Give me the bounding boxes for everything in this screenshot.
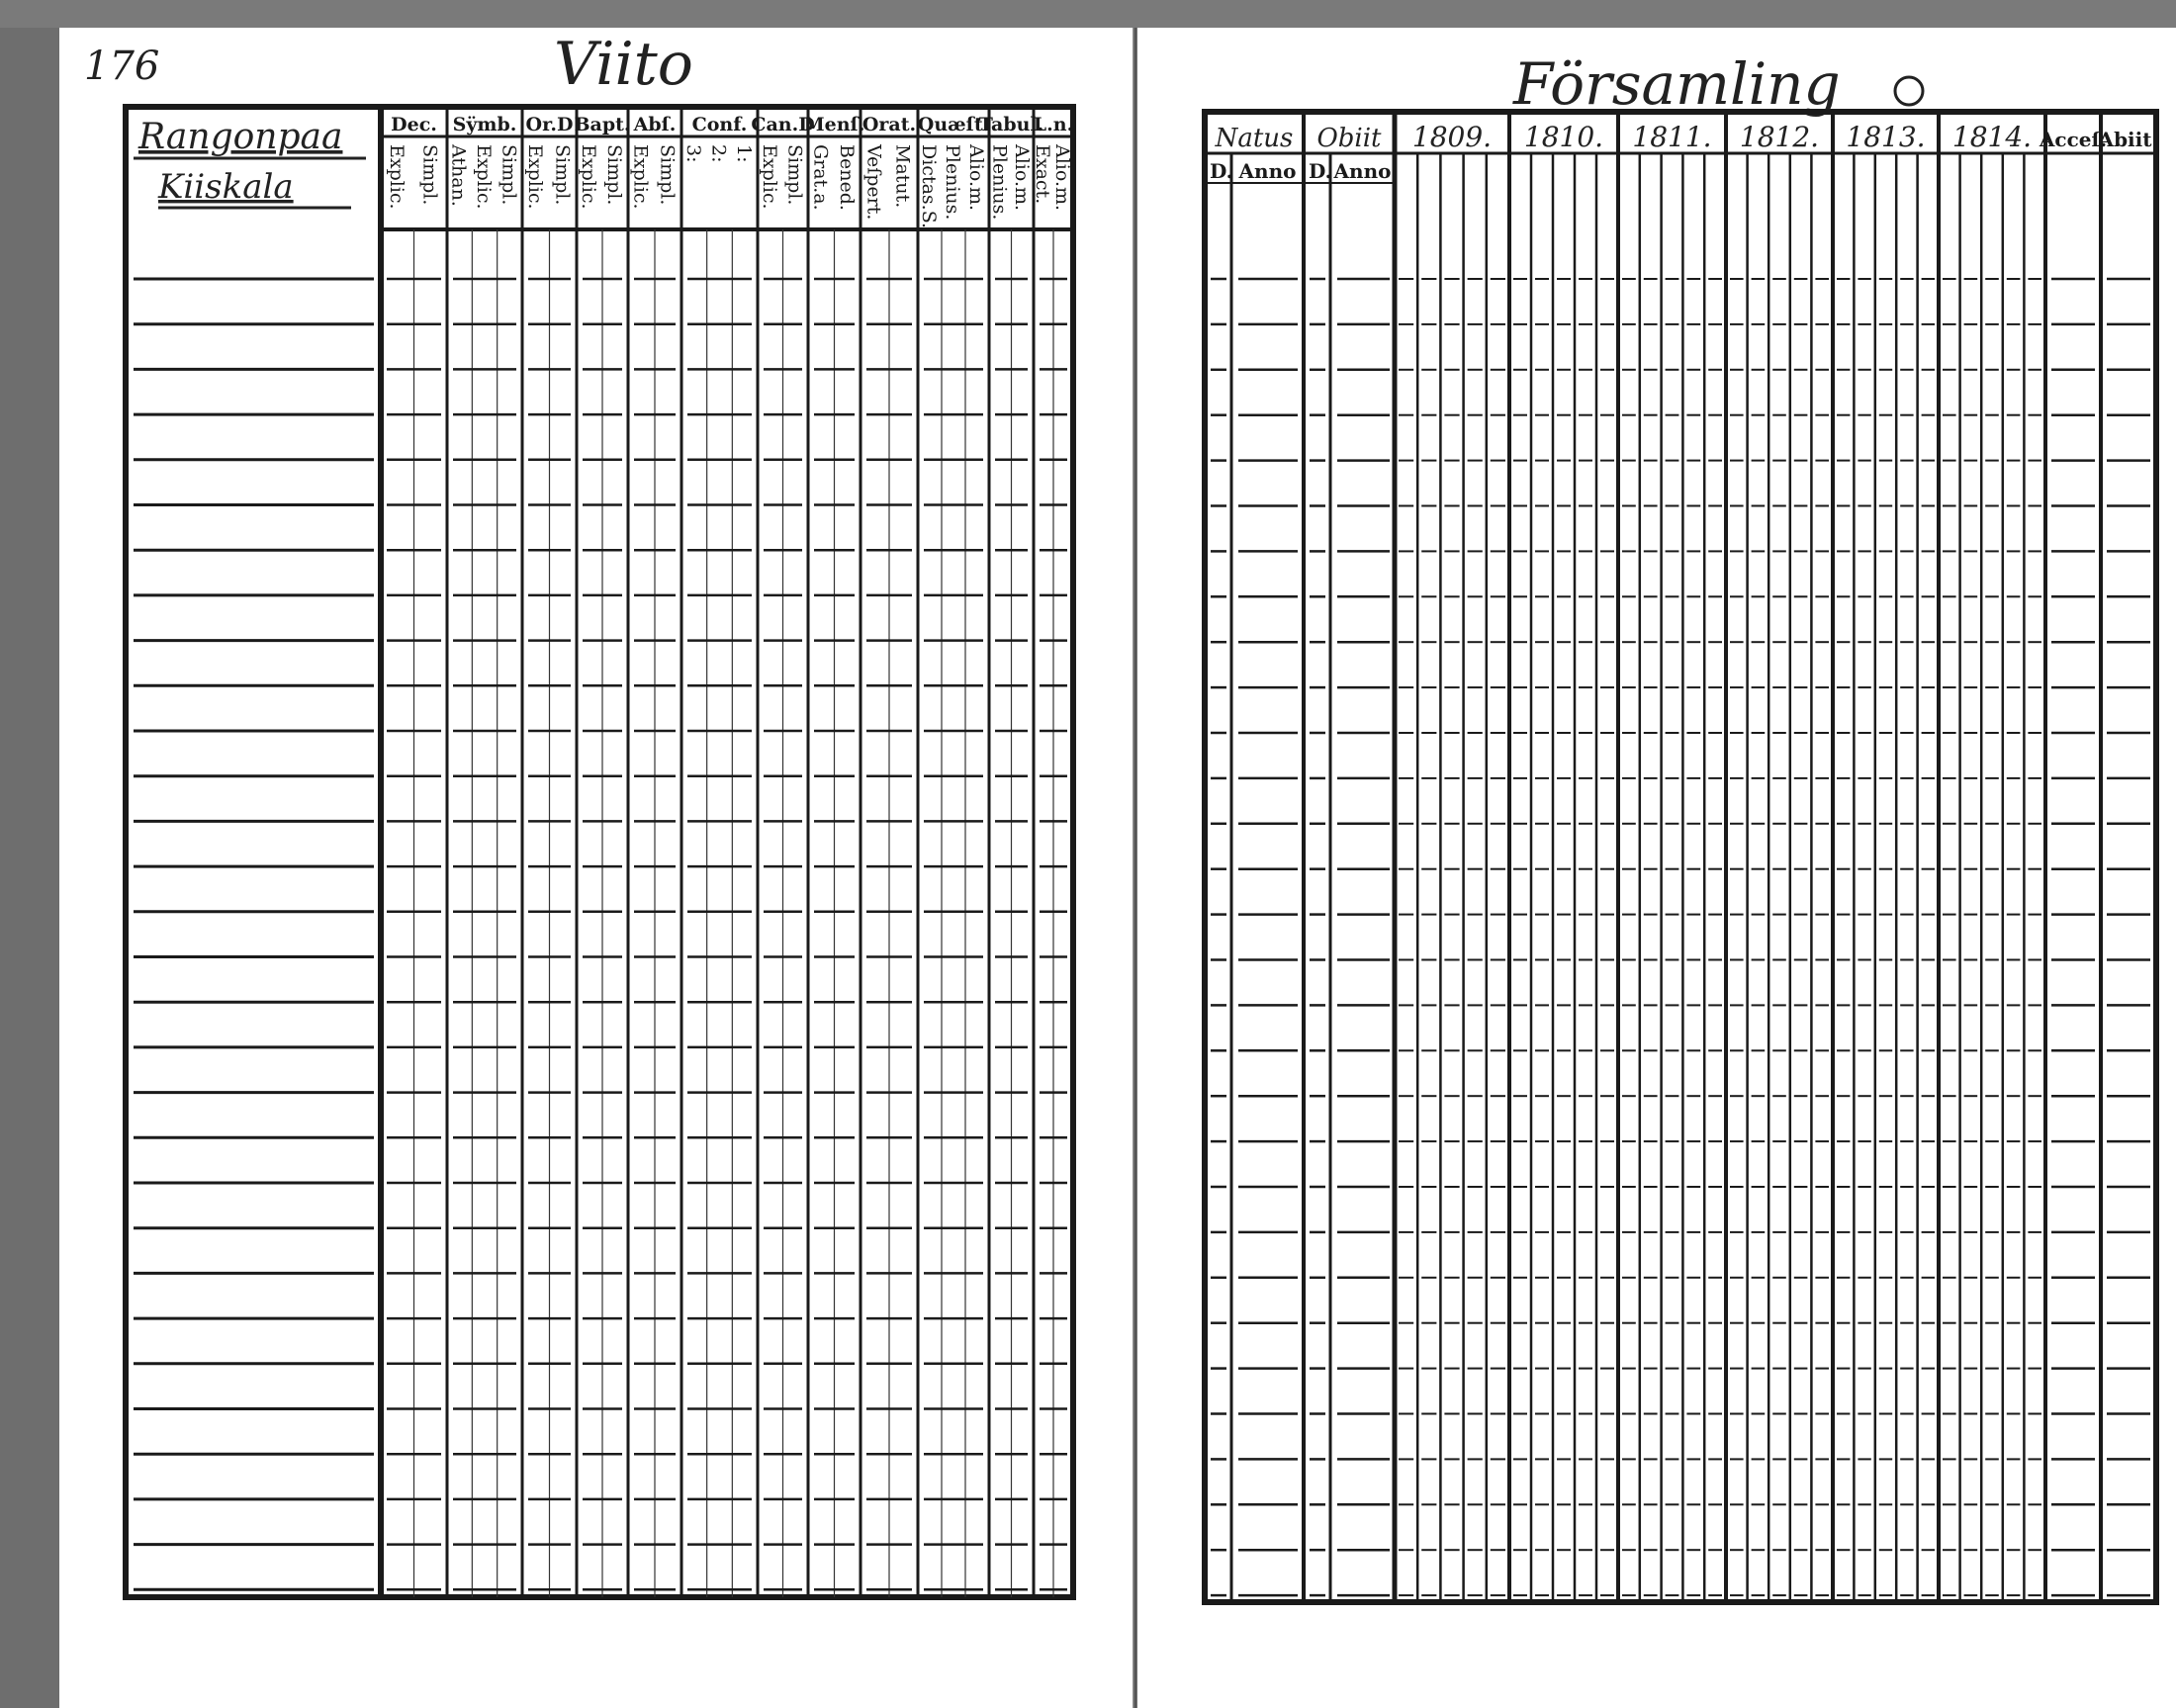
left-col-subheader: Simpl. (783, 144, 806, 206)
left-edge-shadow (0, 0, 59, 1708)
obiit-day-label: D. (1309, 159, 1332, 183)
left-col-subheader: Explic. (385, 144, 408, 210)
left-col-subheader: Alio.m. (1051, 144, 1073, 212)
left-col-subheader: Matut. (891, 144, 914, 209)
left-col-header: Dec. (391, 114, 437, 135)
top-edge-shadow (0, 0, 2176, 28)
year-header: 1809. (1411, 121, 1493, 153)
left-col-subheader: Veſpert. (862, 144, 885, 221)
natus-header: Natus (1215, 124, 1294, 153)
left-col-subheader: Explic. (629, 144, 652, 210)
year-header: 1814. (1951, 121, 2033, 153)
left-col-header: Quæſt. (917, 114, 990, 135)
left-col-subheader: Simpl. (418, 144, 441, 206)
year-header: 1812. (1739, 121, 1820, 153)
place-name-2: Kiiskala (158, 167, 294, 207)
left-col-header: Conf. (691, 114, 748, 135)
left-col-header: Sÿmb. (452, 114, 517, 135)
left-col-header: Bapt. (574, 114, 631, 135)
left-col-subheader: Plenius. (988, 144, 1011, 221)
natus-year-label: Anno (1238, 159, 1297, 183)
left-col-subheader: 3: (681, 144, 704, 163)
left-col-header: Abſ. (633, 114, 677, 135)
left-col-header: Menſ. (803, 114, 865, 135)
left-col-subheader: Alio.m. (1010, 144, 1033, 212)
accessit-header: Acceſ. (2039, 128, 2108, 151)
left-col-header: Tabul. (978, 114, 1044, 135)
left-col-header: Can.D (751, 114, 815, 135)
left-col-subheader: 1: (733, 144, 756, 163)
left-col-header: L.n. (1033, 114, 1074, 135)
right-title: Församling (1513, 50, 1841, 118)
left-col-subheader: Explic. (578, 144, 599, 210)
left-title: Viito (554, 30, 693, 99)
left-col-subheader: Grat.a. (809, 144, 832, 211)
year-header: 1811. (1632, 121, 1712, 153)
left-col-subheader: Simpl. (656, 144, 679, 206)
left-col-subheader: 2: (707, 144, 730, 163)
left-col-subheader: Simpl. (603, 144, 625, 206)
left-col-subheader: Plenius. (942, 144, 963, 221)
left-col-subheader: Alio.m. (965, 144, 987, 212)
place-name-1: Rangonpaa (138, 117, 343, 157)
year-header: 1810. (1523, 121, 1604, 153)
abiit-header: Abiit. (2098, 128, 2159, 151)
page-number: 176 (84, 44, 160, 89)
natus-day-label: D. (1210, 159, 1233, 183)
obiit-year-label: Anno (1333, 159, 1392, 183)
left-col-subheader: Exact. (1032, 144, 1053, 205)
left-col-subheader: Bened. (835, 144, 858, 211)
year-header: 1813. (1846, 121, 1926, 153)
left-col-subheader: Explic. (758, 144, 780, 210)
left-col-subheader: Explic. (523, 144, 546, 210)
left-col-subheader: Athan. (447, 144, 470, 207)
left-col-header: Or.D (525, 114, 574, 135)
left-col-subheader: Explic. (473, 144, 495, 210)
left-col-subheader: Simpl. (498, 144, 520, 206)
left-col-subheader: Dictas.S. (918, 144, 940, 229)
obiit-header: Obiit (1316, 124, 1382, 153)
left-col-subheader: Simpl. (551, 144, 574, 206)
left-col-header: Orat. (861, 114, 917, 135)
